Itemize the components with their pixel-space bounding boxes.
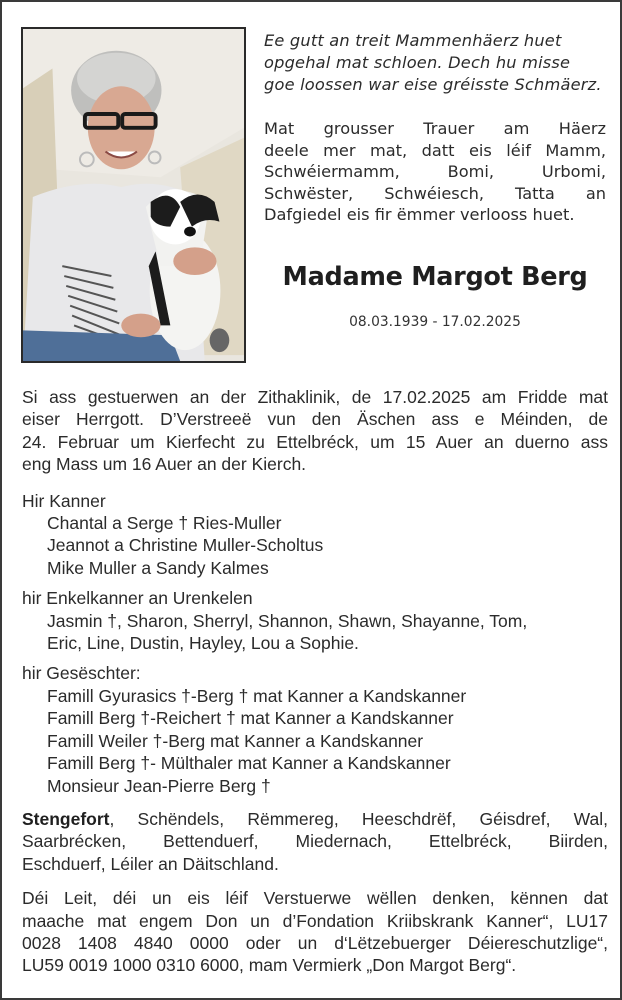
- places-rest: , Schëndels, Rëmmereg, Heeschdrëf, Géisdref, Wal,: [109, 808, 608, 829]
- grandchildren-entry: Eric, Line, Dustin, Hayley, Lou a Sophie.: [47, 633, 359, 654]
- life-dates: 08.03.1939 - 17.02.2025: [349, 314, 521, 330]
- places-line: Eschduerf, Léiler an Däitschland.: [22, 853, 279, 874]
- grandchildren-section: [22, 587, 608, 654]
- grandchildren-entry: Jasmin †, Sharon, Sherryl, Shannon, Shawn, Shayanne, Tom,: [47, 610, 528, 631]
- child-entry: Chantal a Serge † Ries-Muller: [47, 513, 282, 534]
- details-line: Si ass gestuerwen an der Zithaklinik, de 17.02.2025 am Fridde mat: [22, 387, 608, 407]
- sibling-entry: Famill Weiler †-Berg mat Kanner a Kandskanner: [47, 730, 424, 751]
- poem-line: goe loossen war eise gréisste Schmäerz.: [264, 75, 602, 94]
- details-line: 24. Februar um Kierfecht zu Ettelbréck, um 15 Auer an duerno ass: [22, 431, 608, 452]
- memorial-poem: [264, 30, 606, 96]
- sibling-entry: Monsieur Jean-Pierre Berg †: [47, 775, 271, 796]
- poem-line: opgehal mat schloen. Dech hu misse: [264, 53, 571, 72]
- announcement-line: Schwéiermamm, Bomi, Urbomi,: [264, 162, 606, 181]
- details-line: eng Mass um 16 Auer an der Kierch.: [22, 454, 307, 475]
- death-announcement: [264, 118, 606, 226]
- deceased-name: Madame Margot Berg: [282, 262, 588, 292]
- places-line: Saarbrécken, Bettenduerf, Miedernach, Ettelbréck, Biirden,: [22, 831, 608, 852]
- home-town: Stengefort: [22, 808, 110, 829]
- siblings-heading: hir Gesëschter:: [22, 663, 141, 684]
- portrait-photo: [21, 27, 246, 363]
- child-entry: Mike Muller a Sandy Kalmes: [47, 557, 269, 578]
- places-line: [22, 808, 608, 830]
- donation-line: 0028 1408 4840 0000 oder un d‘Lëtzebuerger Déiereschutzlige“,: [22, 932, 608, 953]
- announcement-line: Dafgiedel eis fir ëmmer verlooss huet.: [264, 205, 575, 224]
- sibling-entry: Famill Berg †-Reichert † mat Kanner a Kandskanner: [47, 708, 454, 729]
- portrait-illustration: [23, 29, 244, 361]
- sibling-entry: Famill Gyurasics †-Berg † mat Kanner a Kandskanner: [47, 685, 467, 706]
- funeral-details: [22, 386, 608, 476]
- donation-note: [22, 887, 608, 977]
- announcement-line: Schwëster, Schwéiesch, Tatta an: [264, 183, 606, 203]
- child-entry: Jeannot a Christine Muller-Scholtus: [47, 535, 324, 556]
- children-heading: Hir Kanner: [22, 490, 106, 511]
- announcement-line: Mat grousser Trauer am Häerz: [264, 119, 606, 138]
- poem-line: Ee gutt an treit Mammenhäerz huet: [264, 31, 562, 50]
- sibling-entry: Famill Berg †- Mülthaler mat Kanner a Kandskanner: [47, 753, 451, 774]
- donation-line: LU59 0019 1000 0310 6000, mam Vermierk „Don Margot Berg“.: [22, 955, 517, 976]
- children-section: [22, 490, 608, 580]
- grandchildren-heading: hir Enkelkanner an Urenkelen: [22, 588, 253, 609]
- details-line: eiser Herrgott. D’Verstreeë vun den Äschen ass e Méinden, de: [22, 409, 608, 430]
- notice-body: [22, 386, 608, 977]
- places-list: [22, 808, 608, 875]
- donation-line: Déi Leit, déi un eis léif Verstuerwe wëllen denken, kënnen dat: [22, 888, 608, 909]
- donation-line: maache mat engem Don un d’Fondation Kriibskrank Kanner“, LU17: [22, 910, 608, 931]
- announcement-line: deele mer mat, datt eis léif Mamm,: [264, 140, 606, 160]
- siblings-section: [22, 662, 608, 796]
